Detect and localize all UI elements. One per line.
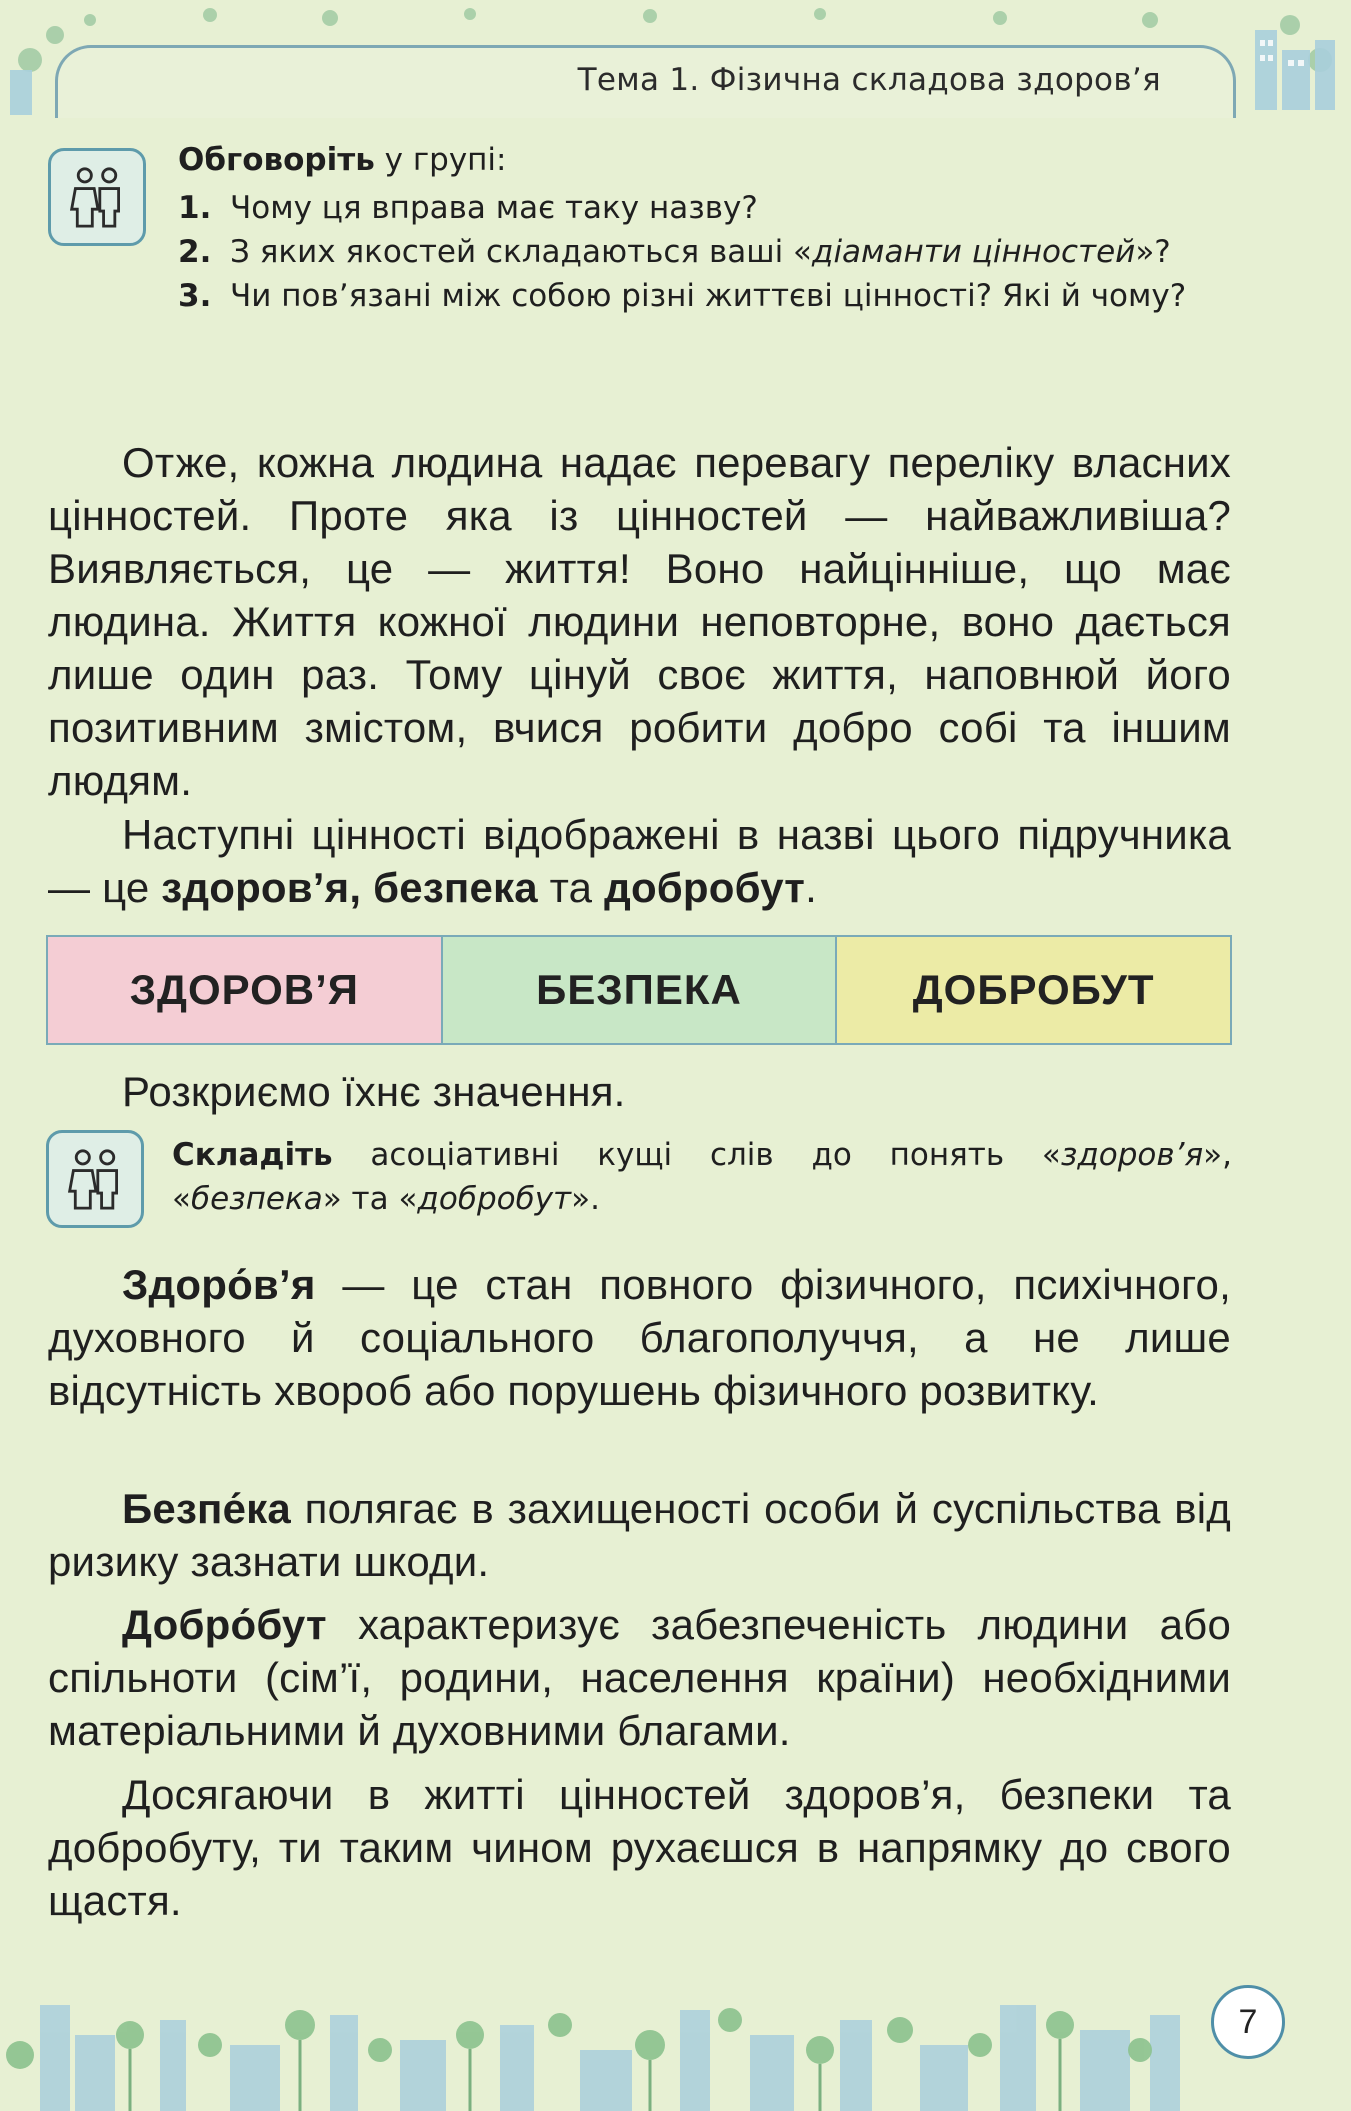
question-item <box>178 274 1233 318</box>
discussion-task-1 <box>178 138 1233 318</box>
group-discussion-icon <box>48 148 146 246</box>
definition-term: Здоро́в’я <box>122 1261 316 1308</box>
group-discussion-icon <box>46 1130 144 1228</box>
question-number: 2. <box>178 234 212 270</box>
task-text-italic: безпека <box>190 1181 323 1217</box>
question-number: 1. <box>178 190 212 226</box>
definition-text: — це стан повного фізичного, психічного, духовного й соціального благополуччя, а не лише відсутність хвороб або порушень фізичного розвитку. <box>48 1261 1231 1414</box>
paragraph-text: . <box>805 864 817 911</box>
paragraph-textbook-values <box>48 808 1231 914</box>
page-topic-title: Тема 1. Фізична складова здоров’я <box>577 62 1161 98</box>
task-text: асоціативні кущі слів до понять « <box>332 1137 1061 1173</box>
footer-city-decoration <box>0 1965 1351 2111</box>
question-text-italic: діаманти цінностей <box>812 234 1136 270</box>
task-text: » та « <box>322 1181 418 1217</box>
paragraph-text: Наступні цінності відображені в назві цього підручника — це <box>48 811 1231 911</box>
definition-text: характеризує забезпеченість людини або спільноти (сім’ї, родини, населення країни) необхідними матеріальними й духовними благами. <box>48 1601 1231 1754</box>
definition-safety <box>48 1482 1231 1588</box>
question-item <box>178 186 1233 230</box>
definition-text: полягає в захищеності особи й суспільства від ризику зазнати шкоди. <box>48 1485 1231 1585</box>
page-number: 7 <box>1211 1985 1285 2059</box>
question-item <box>178 230 1233 274</box>
definition-health <box>48 1258 1231 1417</box>
bold-value: добробут <box>604 864 806 911</box>
value-welfare-cell: ДОБРОБУТ <box>837 937 1230 1043</box>
task-text: ». <box>571 1181 600 1217</box>
question-number: 3. <box>178 278 212 314</box>
paragraph-text: Розкриємо їхнє значення. <box>122 1068 626 1115</box>
bold-values: здоров’я, безпека <box>161 864 538 911</box>
values-table <box>46 935 1232 1045</box>
question-text <box>230 230 1233 274</box>
question-text-part: »? <box>1135 234 1171 270</box>
task-verb: Обговоріть <box>178 142 375 178</box>
definition-term: Добро́бут <box>122 1601 327 1648</box>
task-text: », « <box>172 1137 1232 1217</box>
task-text-italic: добробут <box>417 1181 572 1217</box>
task-text-italic: здоров’я <box>1060 1137 1204 1173</box>
paragraph-text: Досягаючи в житті цінностей здоров’я, безпеки та добробуту, ти таким чином рухаєшся в напрямку до свого щастя. <box>48 1771 1231 1924</box>
question-text-part: З яких якостей складаються ваші « <box>230 234 813 270</box>
value-health-cell: ЗДОРОВ’Я <box>48 937 443 1043</box>
paragraph-text: та <box>537 864 605 911</box>
paragraph-text: Отже, кожна людина надає перевагу переліку власних цінностей. Проте яка із цінностей — найважливіша? Виявляється, це — життя! Воно найцінніше, що має людина. Життя кожної людини неповторне, воно дається лише один раз. Тому цінуй своє життя, наповнюй його позитивним змістом, вчися робити добро собі та іншим людям. <box>48 439 1231 804</box>
discussion-task-2 <box>172 1133 1232 1221</box>
definition-welfare <box>48 1598 1231 1757</box>
definition-term: Безпе́ка <box>122 1485 291 1532</box>
question-text: Чому ця вправа має таку назву? <box>230 190 758 226</box>
value-safety-cell: БЕЗПЕКА <box>443 937 838 1043</box>
paragraph-life-value <box>48 436 1231 807</box>
task-lead-text: у групі: <box>374 142 507 178</box>
paragraph-conclusion <box>48 1768 1231 1927</box>
question-text: Чи пов’язані між собою різні життєві цінності? Які й чому? <box>230 278 1187 314</box>
task-verb: Складіть <box>172 1137 333 1173</box>
paragraph-reveal <box>48 1065 1231 1118</box>
question-list <box>178 186 1233 318</box>
